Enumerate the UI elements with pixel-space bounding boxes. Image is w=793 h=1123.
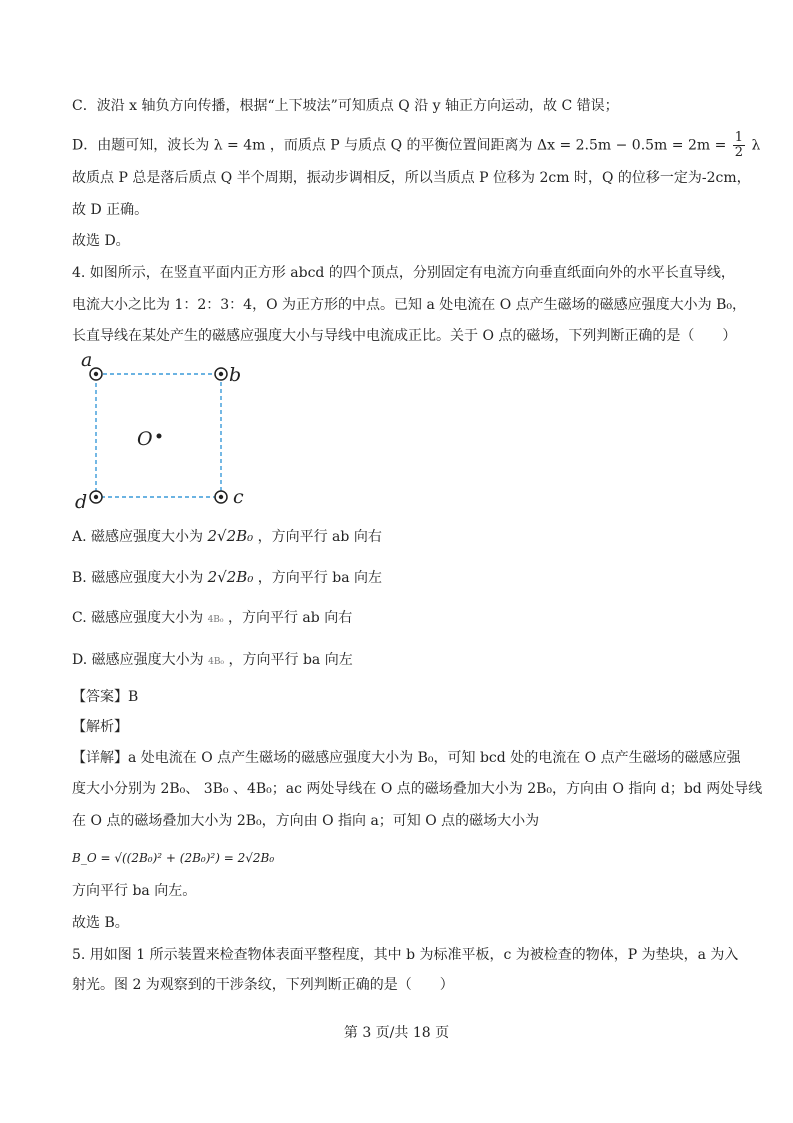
magnitude-formula: B_O = √((2B₀)² + (2B₀)²) = 2√2B₀ (72, 851, 275, 865)
detail-line1: 【详解】a 处电流在 O 点产生磁场的磁感应强度大小为 B₀，可知 bcd 处的电流在 O 点产生磁场的磁感应强 (72, 750, 741, 766)
label-d: d (75, 491, 88, 513)
option-d-analysis (72, 131, 760, 160)
option-b-value: 2√2B₀ (207, 568, 254, 586)
fraction-numerator: 1 (734, 130, 744, 145)
option-c-suffix: ，方向平行 ab 向右 (227, 610, 353, 626)
answer-label: 【答案】B (72, 689, 139, 705)
option-d-line3: 故 D 正确。 (72, 202, 149, 218)
question4-line2: 电流大小之比为 1：2：3：4，O 为正方形的中点。已知 a 处电流在 O 点产生磁场的磁感应强度大小为 B₀， (72, 297, 746, 313)
question4-line3: 长直导线在某处产生的磁感应强度大小与导线中电流成正比。关于 O 点的磁场，下列判断正确的是（ ） (72, 328, 737, 344)
question5-line2: 射光。图 2 为观察到的干涉条纹，下列判断正确的是（ ） (72, 977, 454, 993)
option-d-value: 4B₀ (208, 657, 225, 667)
detail-line2: 度大小分别为 2B₀、 3B₀ 、4B₀；ac 两处导线在 O 点的磁场叠加大小为 2B₀，方向由 O 指向 d；bd 两处导线 (72, 781, 763, 797)
lambda-symbol: λ (751, 137, 761, 154)
direction-line: 方向平行 ba 向左。 (72, 883, 197, 899)
option-a (72, 526, 382, 547)
option-a-value: 2√2B₀ (207, 527, 254, 545)
option-c-analysis: C．波沿 x 轴负方向传播，根据“上下坡法”可知质点 Q 沿 y 轴正方向运动，故 C 错误； (72, 98, 619, 114)
wire-c (215, 491, 227, 503)
option-c-value: 4B₀ (207, 615, 224, 625)
option-d (72, 650, 353, 672)
choose-d: 故选 D。 (72, 233, 130, 249)
analysis-label: 【解析】 (72, 719, 128, 735)
page-footer: 第 3 页/共 18 页 (343, 1025, 450, 1041)
option-d-mid: ，而质点 P 与质点 Q 的平衡位置间距离为 (269, 137, 533, 154)
option-b-suffix: ，方向平行 ba 向左 (257, 570, 383, 586)
option-a-suffix: ，方向平行 ab 向右 (257, 529, 382, 545)
wire-b (215, 368, 227, 380)
distance-equation: Δx = 2.5m − 0.5m = 2m = (536, 137, 727, 154)
option-c (72, 608, 352, 630)
fraction-denominator: 2 (734, 145, 744, 160)
question5-line1: 5. 用如图 1 所示装置来检查物体表面平整程度，其中 b 为标准平板，c 为被检查的物体，P 为垫块，a 为入 (72, 947, 739, 963)
label-c: c (233, 486, 244, 508)
wavelength-value: λ = 4m (213, 137, 266, 154)
detail-line3: 在 O 点的磁场叠加大小为 2B₀，方向由 O 指向 a；可知 O 点的磁场大小为 (72, 813, 540, 829)
option-b (72, 567, 382, 588)
option-a-prefix: A. 磁感应强度大小为 (72, 529, 204, 545)
option-c-prefix: C. 磁感应强度大小为 (72, 610, 204, 626)
option-d-prefix: D．由题可知，波长为 (72, 137, 210, 154)
option-d-prefix: D. 磁感应强度大小为 (72, 652, 204, 668)
half-fraction (733, 131, 745, 160)
wire-d (90, 491, 102, 503)
square-figure (75, 348, 255, 513)
choose-b: 故选 B。 (72, 915, 129, 931)
question4-line1: 4. 如图所示，在竖直平面内正方形 abcd 的四个顶点，分别固定有电流方向垂直纸面向外的水平长直导线， (72, 265, 735, 281)
label-a: a (81, 349, 93, 371)
center-point (157, 434, 162, 439)
label-o: O (137, 428, 153, 450)
label-b: b (229, 364, 242, 386)
option-d-suffix: ，方向平行 ba 向左 (228, 652, 353, 668)
option-b-prefix: B. 磁感应强度大小为 (72, 570, 204, 586)
option-d-line2: 故质点 P 总是落后质点 Q 半个周期，振动步调相反，所以当质点 P 位移为 2cm 时，Q 的位移一定为-2cm， (72, 170, 751, 186)
